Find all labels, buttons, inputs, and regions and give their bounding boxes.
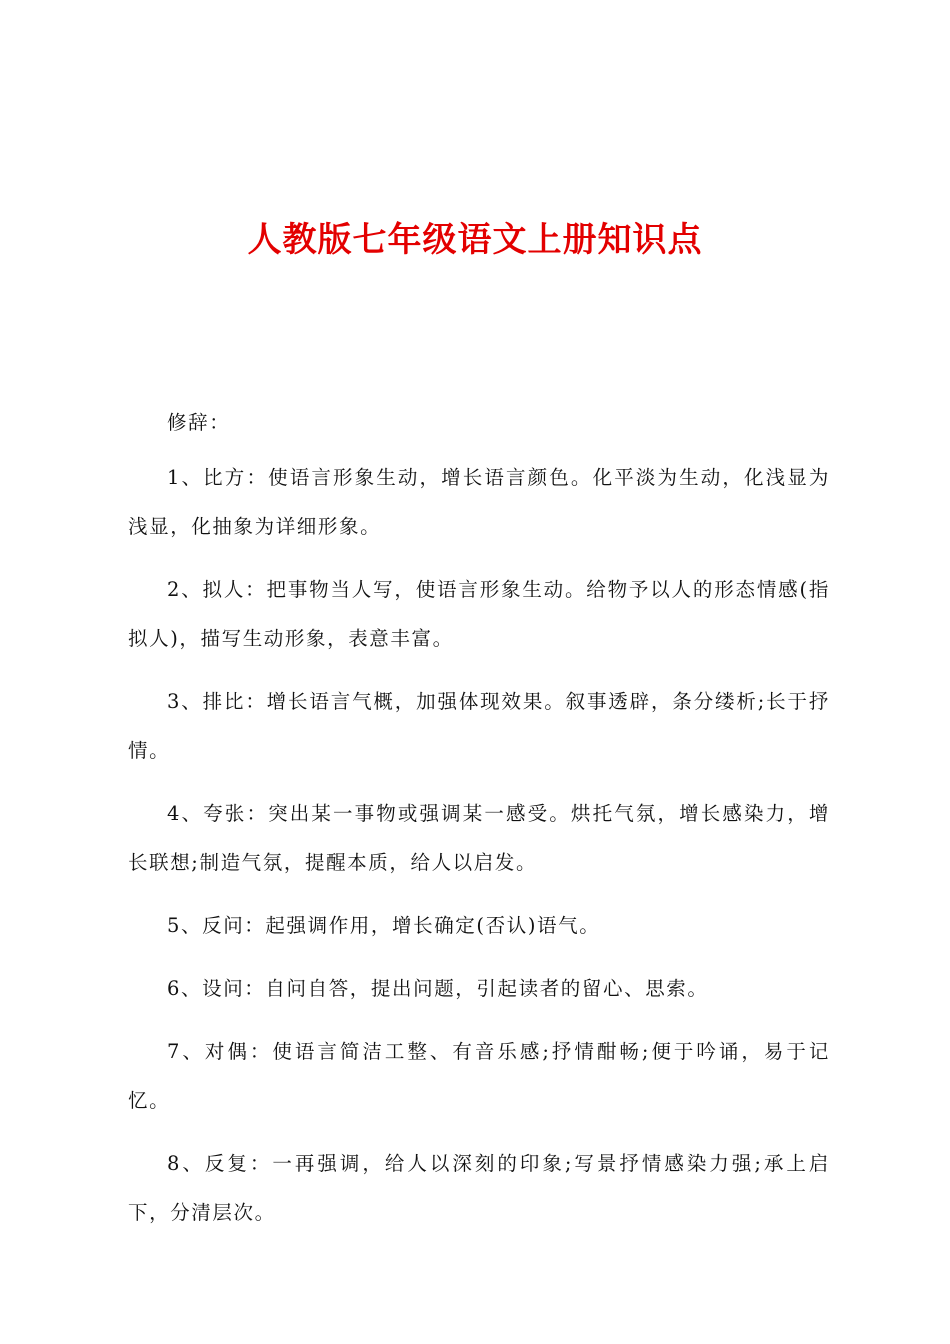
- paragraph-rhetorical-question: 5、反问：起强调作用，增长确定(否认)语气。: [167, 914, 601, 937]
- paragraph-simile: 1、比方：使语言形象生动，增长语言颜色。化平淡为生动，化浅显为浅显，化抽象为详细形象。: [128, 466, 830, 538]
- paragraph-antithesis: 7、对偶：使语言简洁工整、有音乐感;抒情酣畅;便于吟诵，易于记忆。: [128, 1040, 830, 1112]
- paragraph-self-question: 6、设问：自问自答，提出问题，引起读者的留心、思索。: [167, 977, 709, 1000]
- paragraph-hyperbole: 4、夸张：突出某一事物或强调某一感受。烘托气氛，增长感染力，增长联想;制造气氛，提醒本质，给人以启发。: [128, 802, 830, 874]
- page-title: 人教版七年级语文上册知识点: [247, 220, 703, 260]
- paragraph-parallelism: 3、排比：增长语言气概，加强体现效果。叙事透辟，条分缕析;长于抒情。: [128, 690, 830, 762]
- paragraph-repetition: 8、反复：一再强调，给人以深刻的印象;写景抒情感染力强;承上启下，分清层次。: [128, 1152, 830, 1224]
- document-body: [128, 398, 830, 1251]
- section-heading: 修辞：: [167, 411, 231, 434]
- paragraph-personification: 2、拟人：把事物当人写，使语言形象生动。给物予以人的形态情感(指拟人)，描写生动形象，表意丰富。: [128, 578, 830, 650]
